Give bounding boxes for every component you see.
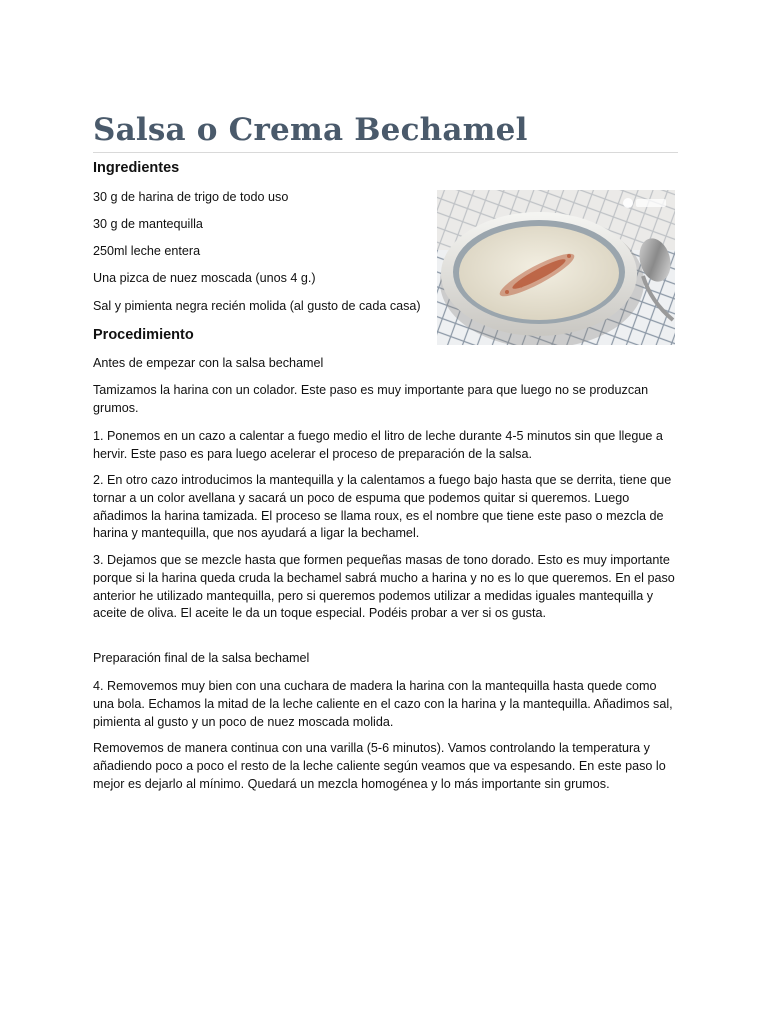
ingredient-item: 250ml leche entera xyxy=(93,244,201,258)
ingredient-item: Una pizca de nuez moscada (unos 4 g.) xyxy=(93,271,316,285)
procedure-heading: Procedimiento xyxy=(93,327,194,343)
ingredient-item: 30 g de harina de trigo de todo uso xyxy=(93,190,289,204)
paragraph: 1. Ponemos en un cazo a calentar a fuego medio el litro de leche durante 4-5 minutos sin que llegue a hervir. Este paso es para luego acelerar el proceso de preparación de la salsa. xyxy=(93,429,663,461)
paragraph: 2. En otro cazo introducimos la mantequilla y la calentamos a fuego bajo hasta que se derrita, tiene que tornar a un color avellana y sacará un poco de espuma que podemos quitar si queremos. Luego añadimos la harina tamizada. El proceso se llama roux, es el nombre que tiene este paso o mezcla de harina y mantequilla, que nos ayudará a ligar la bechamel. xyxy=(93,473,672,541)
bechamel-bowl-image xyxy=(437,190,675,345)
paragraph: Antes de empezar con la salsa bechamel xyxy=(93,356,324,370)
ingredient-item: 30 g de mantequilla xyxy=(93,217,203,231)
paragraph: Tamizamos la harina con un colador. Este paso es muy importante para que luego no se produzcan grumos. xyxy=(93,383,649,415)
paragraph: Removemos de manera continua con una varilla (5-6 minutos). Vamos controlando la temperatura y añadiendo poco a poco el resto de la leche caliente según veamos que va espesando. En este paso lo mejor es dejarlo al mínimo. Quedará un mezcla homogénea y lo más importante sin grumos. xyxy=(93,741,666,791)
recipe-title: Salsa o Crema Bechamel xyxy=(93,112,678,153)
section-label: Preparación final de la salsa bechamel xyxy=(93,651,310,665)
ingredient-item: Sal y pimienta negra recién molida (al gusto de cada casa) xyxy=(93,299,421,313)
paragraph: 3. Dejamos que se mezcle hasta que formen pequeñas masas de tono dorado. Esto es muy importante porque si la harina queda cruda la bechamel sabrá mucho a harina y no es lo que queremos. En el paso anterior he utilizado mantequilla, pero si queremos podemos utilizar a medidas iguales mantequilla y aceite de oliva. El aceite le da un toque especial. Podéis probar a ver si os gusta. xyxy=(93,553,675,621)
bechamel-photo xyxy=(437,190,675,345)
ingredients-heading: Ingredientes xyxy=(93,160,180,176)
paragraph: 4. Removemos muy bien con una cuchara de madera la harina con la mantequilla hasta quede como una bola. Echamos la mitad de la leche caliente en el cazo con la harina y la mantequilla. Añadimos sal, pimienta al gusto y un poco de nuez moscada molida. xyxy=(93,679,673,729)
